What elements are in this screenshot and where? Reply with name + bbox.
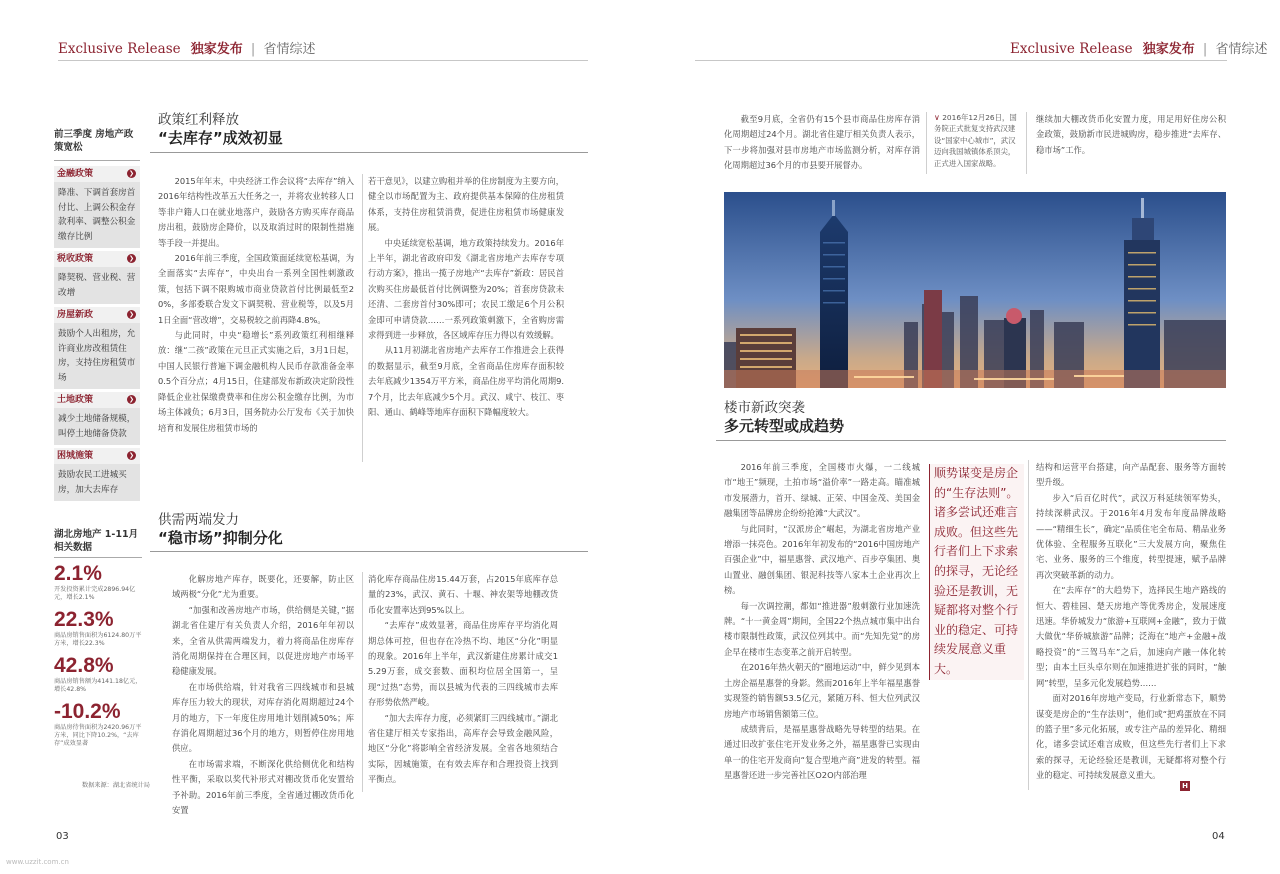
column-divider — [362, 572, 363, 792]
header-separator: | — [250, 42, 256, 57]
end-mark: H — [1180, 781, 1190, 791]
stat-desc: 商品房销售面积为6124.80万平方米，增长22.3% — [54, 632, 142, 647]
pull-quote: 顺势谋变是房企的“生存法则”。诸多尝试还难言成败。但这些先行者们上下求索的探寻，无论经验还是教训，无疑都将对整个行业的稳定、可持续发展意义重大。 — [929, 464, 1024, 680]
sidebar-divider — [54, 160, 140, 161]
section3-heading — [724, 400, 1024, 436]
column-divider — [1026, 112, 1027, 174]
column-divider — [926, 112, 927, 174]
policy-head: 困城施策 ❯ — [54, 448, 140, 464]
header-separator: | — [1202, 42, 1208, 57]
section3-column-1: 2016年前三季度，全国楼市火爆，一二线城市“地王”频现，土拍市场“溢价率”一路走高。瞄准城市发展潜力，首开、绿城、正荣、中国金茂、美国金融集团等品牌房企纷纷抢滩“大武汉”。 与此同时，“汉派房企”崛起，为湖北省房地产业增添一抹亮色。2016年年初发布的“2016中国房地产百强企业”中，福星惠誉、武汉地产、百步亭集团、奥山置业、融创集团、银泥科技等八家本土企业再次上榜。 每一次调控潮，都如“推进器”般刺激行业加速洗牌。“十一黄金周”期间，全国22个热点城市集中出台楼市限制性政策，武汉位列其中。而“先知先觉”的房企早在楼市生态变革之前开启转型。 在2016年热火朝天的“圈地运动”中，鲜少见到本土房企福星惠誉的身影。然而2016年上半年福星惠誉实现签约销售额53.5亿元，紧随万科、恒大位列武汉房地产市场销售额第三位。 成绩背后，是福星惠誉战略先导转型的结果。在通过旧改扩张住宅开发业务之外，福星惠誉已实现由单一的住宅开发商向“复合型地产商”进发的转型。福星惠誉还进一步完善社区O2O内部治理 — [724, 462, 920, 781]
header-cn: 独家发布 — [190, 42, 243, 57]
section3-column-3: 结构和运营平台搭建，向产品配套、服务等方面转型升级。 步入“后百亿时代”，武汉万科延续领军势头，持续深耕武汉。于2016年4月发布年度品牌战略——“精细生长”，确定“品质住宅全布局、精品业务优体验、全程服务互联化”三大发展方向，聚焦住宅、业务、服务的三个维度，转型提速，赋予品牌再次突破革新的动力。 在“去库存”的大趋势下，选择民生地产路线的恒大、碧桂园、楚天房地产等优秀房企，发展速度迅速。华侨城发力“旅游+互联网+金融”，致力于做大做优“华侨城旅游”品牌；泛海在“地产+金融+战略投资”的“三驾马车”之后，加速向产融一体化转型；由本土巨头卓尔则在加速推进扩张的同时，“触网”转型，呈多元化发展趋势…… 面对2016年房地产变局，行业新常态下，顺势谋变是房企的“生存法则”，他们或“把鸡蛋放在不同的篮子里”多元化拓展，或专注产品的差异化、精细化，诸多尝试还难言成败，但这些先行者们上下求索的探寻，无论经验还是教训，无疑都将对整个行业的稳定、可持续发展意义重大。 — [1036, 462, 1226, 781]
policy-sidebar-title: 前三季度 房地产政策宽松 — [54, 129, 134, 153]
arrow-icon: ❯ — [128, 396, 135, 403]
stats-divider — [54, 557, 142, 558]
page-number-left: 03 — [56, 831, 69, 842]
page-number-right: 04 — [1212, 831, 1225, 842]
policy-body: 鼓励农民工进城买房，加大去库存 — [54, 464, 140, 501]
stats-source: 数据来源：湖北省统计局 — [81, 782, 150, 789]
stat-item — [54, 608, 142, 648]
stat-item — [54, 562, 142, 602]
arrow-icon: ❯ — [128, 311, 135, 318]
policy-item — [54, 307, 140, 389]
right-top-column-3: 继续加大棚改货币化安置力度，用足用好住房公积金政策，鼓励新市民进城购房，稳步推进“去库存、稳市场”工作。 — [1036, 114, 1226, 155]
section2-title-line1: 供需两端发力 — [158, 512, 239, 528]
stat-item — [54, 654, 142, 694]
section3-title-line1: 楼市新政突袭 — [724, 400, 805, 416]
policy-head: 税收政策 ❯ — [54, 251, 140, 267]
header-en: Exclusive Release — [1010, 41, 1133, 57]
policy-body: 降契税、营业税、营改增 — [54, 267, 140, 304]
timeline-note: ∨ 2016年12月26日，国务院正式批复支持武汉建设“国家中心城市”，武汉迈向我国城镇体系顶尖，正式进入国家战略。 — [934, 113, 1017, 168]
section1-title-line2: “去库存”成效初显 — [158, 129, 283, 147]
policy-item — [54, 251, 140, 304]
section2-title-line2: “稳市场”抑制分化 — [158, 529, 283, 547]
section1-rule — [150, 152, 588, 153]
stat-desc: 商品房待售面积为2420.96万平方米，同比下降10.2%，“去库存”成效显著 — [54, 724, 142, 747]
column-divider — [362, 174, 363, 462]
header-sub: 省情综述 — [1215, 42, 1268, 57]
policy-body: 降准、下调首套房首付比、上调公积金存款利率、调整公积金缴存比例 — [54, 182, 140, 248]
arrow-icon: ❯ — [128, 452, 135, 459]
header-cn: 独家发布 — [1142, 42, 1195, 57]
stat-desc: 开发投资累计完成2896.94亿元，增长2.1% — [54, 586, 136, 601]
stats-sidebar — [54, 528, 142, 754]
policy-body: 鼓励个人出租房，允许商业房改租赁住房，支持住房租赁市场 — [54, 323, 140, 389]
arrow-icon: ❯ — [128, 255, 135, 262]
policy-head: 金融政策 ❯ — [54, 166, 140, 182]
stat-number: 2.1% — [54, 562, 102, 585]
stats-title: 湖北房地产 1-11月 相关数据 — [54, 529, 139, 553]
right-top-column-1: 截至9月底，全省仍有15个县市商品住房库存消化周期超过24个月。湖北省住建厅相关负责人表示，下一步将加强对县市房地产市场监测分析，对库存消化周期超过36个月的市县要开展督办。 — [724, 114, 920, 171]
stat-number: -10.2% — [54, 700, 121, 723]
left-header — [58, 38, 315, 57]
left-header-rule — [58, 60, 588, 61]
header-sub: 省情综述 — [263, 42, 316, 57]
column-divider — [1028, 460, 1029, 790]
policy-body: 减少土地储备规模，叫停土地储备贷款 — [54, 408, 140, 445]
section2-heading — [158, 512, 578, 548]
stat-item — [54, 700, 142, 748]
policy-item — [54, 166, 140, 248]
policy-head: 房屋新政 ❯ — [54, 307, 140, 323]
policy-head: 土地政策 ❯ — [54, 392, 140, 408]
section1-title-line1: 政策红利释放 — [158, 112, 239, 128]
policy-sidebar — [54, 128, 140, 504]
header-en: Exclusive Release — [58, 41, 181, 57]
right-header-rule — [695, 60, 1227, 61]
right-header — [1010, 38, 1267, 57]
watermark: www.uzzit.com.cn — [6, 858, 69, 866]
stat-number: 22.3% — [54, 608, 114, 631]
section2-column-2: 消化库存商品住房15.44万套，占2015年底库存总量的23%，武汉、黄石、十堰、神农架等地棚改货币化安置率达到95%以上。 “去库存”成效显著，商品住房库存平均消化周期总体可控，但也存在冷热不均、地区“分化”明显的现象。2016年上半年，武汉新建住房累计成交15.29万套，成交套数、面积均位居全国第一，呈现“过热”态势，而以县城为代表的三四线城市去库存形势依然严峻。 “加大去库存力度，必须紧盯三四线城市。”湖北省住建厅相关专家指出，高库存会导致金融风险，地区“分化”将影响全省经济发展。全省各地须结合实际，因城施策，在有效去库存和合理投资上找到平衡点。 — [368, 574, 558, 785]
chevron-down-icon: ∨ — [934, 113, 940, 122]
stat-desc: 商品房销售额为4141.18亿元，增长42.8% — [54, 678, 142, 693]
section2-column-1: 化解房地产库存，既要化，还要解，防止区域两极“分化”尤为重要。 “加强和改善房地产市场，供给侧是关键，”据湖北省住建厅有关负责人介绍，2016年年初以来，全省从供需两端发力，着力将商品住房库存消化周期保持在合理区间，以促进房地产市场平稳健康发展。 在市场供给端，针对我省三四线城市和县城库存压力较大的现状，对库存消化周期超过24个月的地方，下一年度住房用地计划削减50%；库存消化周期超过36个月的地方，则暂停住房用地供应。 在市场需求端，不断深化供给侧优化和结构性平衡，采取以奖代补形式对棚改货币化安置给予补助。2016年前三季度，全省通过棚改货币化安置 — [172, 574, 354, 816]
section1-heading — [158, 112, 578, 148]
policy-item — [54, 448, 140, 501]
section1-column-1: 2015年年末，中央经济工作会议将“去库存”纳入2016年结构性改革五大任务之一，并将农业转移人口等非户籍人口在就业地落户，鼓励各方购买库存商品房出租，鼓励房企降价，以及取消过时的限制性措施等手段一并提出。 2016年前三季度，全国政策面延续宽松基调，为全面落实“去库存”，中央出台一系列全国性刺激政策，包括下调不限购城市商业贷款首付比例最低至20%，多部委联合发文下调契税、营业税等，以及5月1日全面“营改增”，交易税较之前再降4.8%。 与此同时，中央“稳增长”系列政策红利相继释放：继“二孩”政策在元旦正式实施之后，3月1日起，中国人民银行普遍下调金融机构人民币存款准备金率0.5个百分点；4月15日，住建部发布新政决定阶段性降低企业社保缴费费率和住房公积金缴存比例，为市场主体减负；6月3日，国务院办公厅发布《关于加快培育和发展住房租赁市场的 — [158, 176, 354, 433]
section1-column-2: 若干意见》，以建立购租并举的住房制度为主要方向，健全以市场配置为主、政府提供基本保障的住房租赁体系，支持住房租赁消费，促进住房租赁市场健康发展。 中央延续宽松基调，地方政策持续发力。2016年上半年，湖北省政府印发《湖北省房地产去库存专项行动方案》，推出一揽子房地产“去库存”新政：居民首次购买住房最低首付比例调整为20%；首套房贷款未还清、二套房首付30%即可；农民工缴足6个月公积金即可申请贷款……一系列政策刺激下，全省购房需求得到进一步释放，各区域库存压力得以有效缓解。 从11月初湖北省房地产去库存工作推进会上获得的数据显示，截至9月底，全省商品住房库存面积较去年底减少1354万平方米，商品住房平均消化周期9.7个月，比去年底减少5个月。武汉、咸宁、枝江、枣阳、通山、鹤峰等地库存面积下降幅度较大。 — [368, 176, 564, 418]
skyline-illustration — [724, 192, 1226, 388]
arrow-icon: ❯ — [128, 170, 135, 177]
section3-rule — [716, 440, 1226, 441]
section2-rule — [150, 551, 588, 552]
stat-number: 42.8% — [54, 654, 114, 677]
city-skyline-photo — [724, 192, 1226, 388]
policy-item — [54, 392, 140, 445]
section3-title-line2: 多元转型或成趋势 — [724, 417, 845, 435]
